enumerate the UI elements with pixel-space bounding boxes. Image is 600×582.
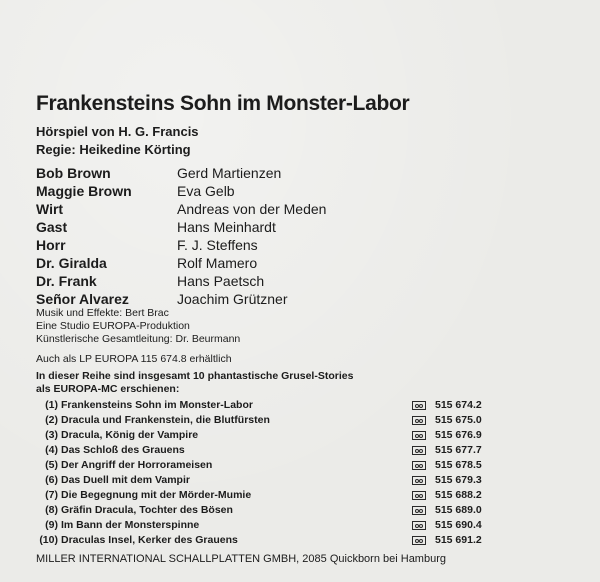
cast-row	[36, 164, 326, 182]
cassette-icon	[412, 461, 426, 470]
cassette-icon	[412, 401, 426, 410]
page-title: Frankensteins Sohn im Monster-Labor	[36, 92, 410, 115]
cast-row	[36, 290, 326, 308]
list-item	[36, 443, 516, 458]
cast-role: Wirt	[36, 201, 64, 217]
catalog-number: 515 691.2	[435, 534, 482, 546]
cast-role: Señor Alvarez	[36, 291, 129, 307]
cast-actor: Gerd Martienzen	[177, 165, 282, 181]
episode-number: (2)	[45, 414, 58, 426]
lp-availability-note: Auch als LP EUROPA 115 674.8 erhältlich	[36, 353, 232, 365]
series-intro-line: In dieser Reihe sind insgesamt 10 phantastische Grusel-Stories	[36, 370, 354, 382]
list-item	[36, 473, 516, 488]
episode-title: Das Duell mit dem Vampir	[61, 474, 190, 486]
episode-title: Gräfin Dracula, Tochter des Bösen	[61, 504, 233, 516]
catalog-number: 515 676.9	[435, 429, 482, 441]
cast-role: Dr. Giralda	[36, 255, 107, 271]
cast-row	[36, 236, 326, 254]
episode-number: (4)	[45, 444, 58, 456]
series-intro	[36, 370, 353, 396]
episode-number: (6)	[45, 474, 58, 486]
episode-number: (9)	[45, 519, 58, 531]
cast-row	[36, 254, 326, 272]
catalog-number: 515 690.4	[435, 519, 482, 531]
episode-number: (7)	[45, 489, 58, 501]
catalog-number: 515 679.3	[435, 474, 482, 486]
production-credits	[36, 307, 240, 346]
catalog-number: 515 677.7	[435, 444, 482, 456]
series-intro-line: als EUROPA-MC erschienen:	[36, 383, 180, 395]
list-item	[36, 533, 516, 548]
cast-actor: Joachim Grützner	[177, 291, 288, 307]
author-line: Hörspiel von H. G. Francis	[36, 124, 199, 139]
episode-number: (5)	[45, 459, 58, 471]
catalog-number: 515 678.5	[435, 459, 482, 471]
list-item	[36, 413, 516, 428]
episode-title: Das Schloß des Grauens	[61, 444, 185, 456]
cast-actor: Hans Meinhardt	[177, 219, 276, 235]
catalog-number: 515 689.0	[435, 504, 482, 516]
credit-line: Künstlerische Gesamtleitung: Dr. Beurmann	[36, 333, 241, 345]
list-item	[36, 398, 516, 413]
cast-row	[36, 272, 326, 290]
episode-number: (3)	[45, 429, 58, 441]
publisher-footer: MILLER INTERNATIONAL SCHALLPLATTEN GMBH, 2085 Quickborn bei Hamburg	[36, 553, 446, 565]
episode-title: Draculas Insel, Kerker des Grauens	[61, 534, 238, 546]
episode-title: Der Angriff der Horrorameisen	[61, 459, 213, 471]
episode-number: (10)	[39, 534, 58, 546]
cast-row	[36, 182, 326, 200]
cassette-icon	[412, 416, 426, 425]
cast-actor: Eva Gelb	[177, 183, 235, 199]
cassette-icon	[412, 536, 426, 545]
episode-title: Im Bann der Monsterspinne	[61, 519, 200, 531]
cassette-icon	[412, 506, 426, 515]
cassette-icon	[412, 491, 426, 500]
episode-number: (8)	[45, 504, 58, 516]
list-item	[36, 428, 516, 443]
credit-line: Eine Studio EUROPA-Produktion	[36, 320, 190, 332]
list-item	[36, 518, 516, 533]
director-line: Regie: Heikedine Körting	[36, 142, 191, 157]
list-item	[36, 458, 516, 473]
credit-line: Musik und Effekte: Bert Brac	[36, 307, 169, 319]
catalog-number: 515 688.2	[435, 489, 482, 501]
cast-role: Maggie Brown	[36, 183, 132, 199]
episode-title: Die Begegnung mit der Mörder-Mumie	[61, 489, 252, 501]
episode-list	[36, 398, 516, 548]
cast-row	[36, 200, 326, 218]
cast-actor: Hans Paetsch	[177, 273, 265, 289]
catalog-number: 515 674.2	[435, 399, 482, 411]
cast-actor: Andreas von der Meden	[177, 201, 327, 217]
episode-number: (1)	[45, 399, 58, 411]
cast-role: Gast	[36, 219, 68, 235]
list-item	[36, 488, 516, 503]
cast-role: Bob Brown	[36, 165, 111, 181]
cast-actor: F. J. Steffens	[177, 237, 258, 253]
cast-actor: Rolf Mamero	[177, 255, 258, 271]
cast-row	[36, 218, 326, 236]
episode-title: Dracula, König der Vampire	[61, 429, 199, 441]
cast-role: Horr	[36, 237, 66, 253]
catalog-number: 515 675.0	[435, 414, 482, 426]
episode-title: Dracula und Frankenstein, die Blutfürsten	[61, 414, 270, 426]
cast-list	[36, 164, 326, 308]
cassette-icon	[412, 521, 426, 530]
episode-title: Frankensteins Sohn im Monster-Labor	[61, 399, 253, 411]
cast-role: Dr. Frank	[36, 273, 97, 289]
cassette-icon	[412, 446, 426, 455]
cassette-icon	[412, 476, 426, 485]
list-item	[36, 503, 516, 518]
cassette-icon	[412, 431, 426, 440]
